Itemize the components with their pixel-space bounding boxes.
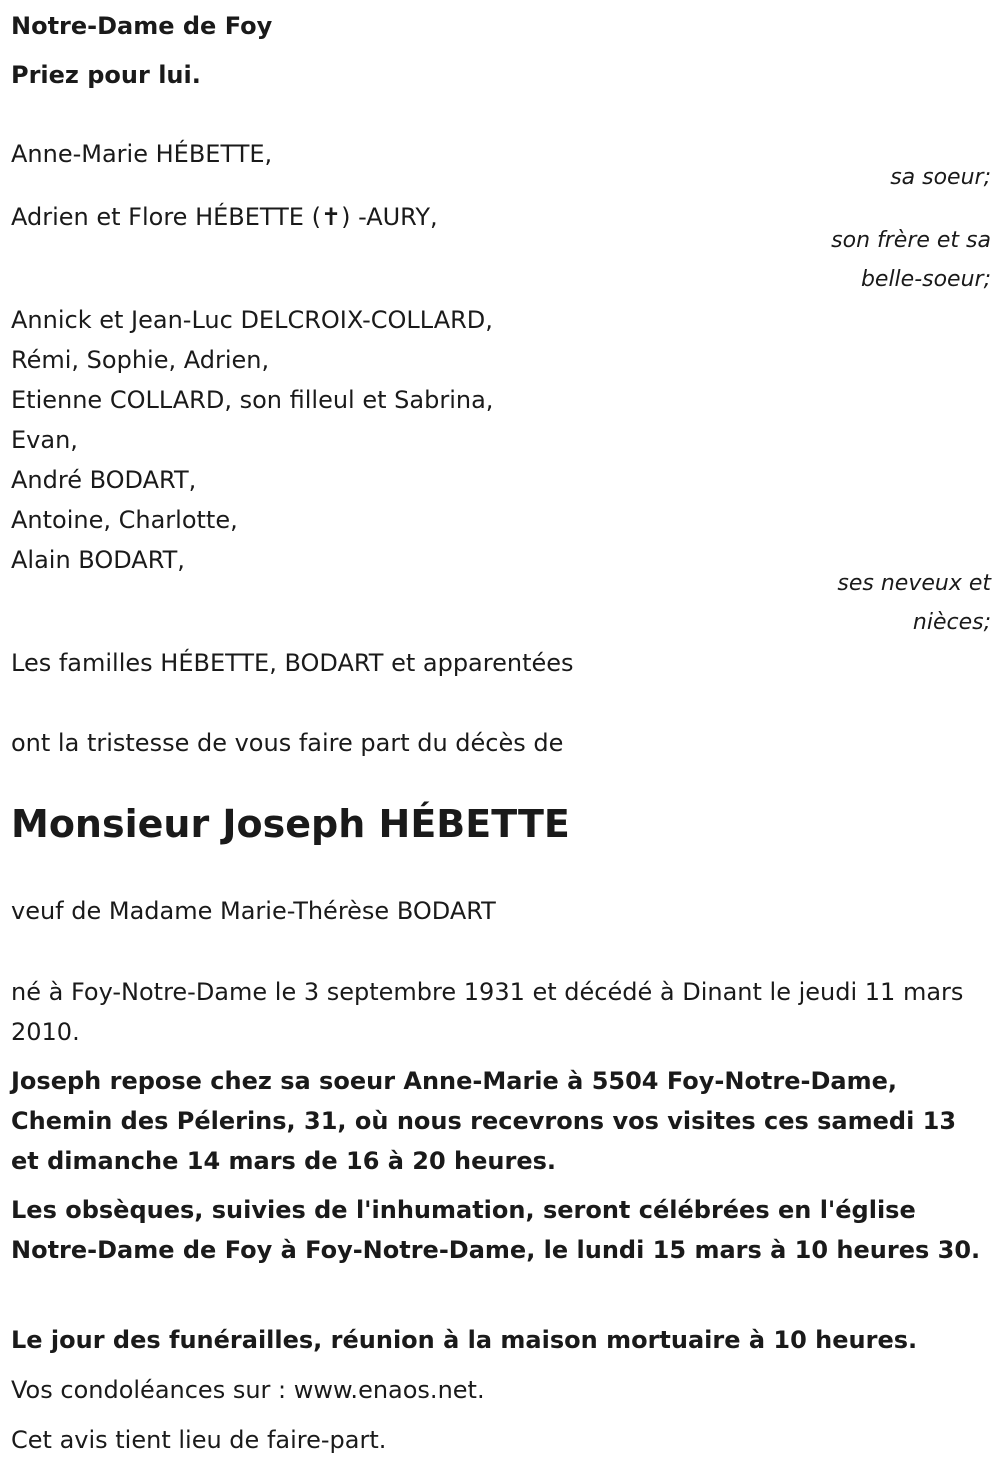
church-name: Notre-Dame de Foy	[11, 12, 273, 40]
deceased-name: Monsieur Joseph HÉBETTE	[11, 802, 570, 846]
brother-role-line1: son frère et sa	[831, 228, 991, 253]
prayer-line: Priez pour lui.	[11, 61, 201, 89]
notice-line: Cet avis tient lieu de faire-part.	[11, 1426, 387, 1454]
sister-name: Anne-Marie HÉBETTE,	[11, 140, 273, 168]
nephew-line: Rémi, Sophie, Adrien,	[11, 346, 270, 374]
nephew-line: Alain BODART,	[11, 546, 185, 574]
funeral-paragraph: Les obsèques, suivies de l'inhumation, seront célébrées en l'église Notre-Dame de Foy à Foy-Notre-Dame, le lundi 15 mars à 10 heures 30.	[11, 1196, 981, 1264]
nephew-line: André BODART,	[11, 466, 197, 494]
announcement-intro: ont la tristesse de vous faire part du décès de	[11, 729, 564, 757]
nephews-role-line1: ses neveux et	[837, 571, 991, 596]
widower-line: veuf de Madame Marie-Thérèse BODART	[11, 897, 496, 925]
gathering-line: Le jour des funérailles, réunion à la maison mortuaire à 10 heures.	[11, 1326, 918, 1354]
nephews-role-line2: nièces;	[912, 610, 991, 635]
condolences-line: Vos condoléances sur : www.enaos.net.	[11, 1376, 485, 1404]
nephew-line: Antoine, Charlotte,	[11, 506, 238, 534]
nephew-line: Evan,	[11, 426, 78, 454]
nephew-line: Etienne COLLARD, son filleul et Sabrina,	[11, 386, 494, 414]
sister-role: sa soeur;	[890, 165, 991, 190]
families-line: Les familles HÉBETTE, BODART et apparentées	[11, 649, 574, 677]
brother-role-line2: belle-soeur;	[860, 267, 991, 292]
brother-names: Adrien et Flore HÉBETTE (✝) -AURY,	[11, 203, 438, 231]
birth-death-line: né à Foy-Notre-Dame le 3 septembre 1931 et décédé à Dinant le jeudi 11 mars 2010.	[11, 978, 964, 1046]
visits-paragraph: Joseph repose chez sa soeur Anne-Marie à 5504 Foy-Notre-Dame, Chemin des Pélerins, 31, où nous recevrons vos visites ces samedi 13 et dimanche 14 mars de 16 à 20 heures.	[11, 1067, 957, 1175]
nephew-line: Annick et Jean-Luc DELCROIX-COLLARD,	[11, 306, 493, 334]
